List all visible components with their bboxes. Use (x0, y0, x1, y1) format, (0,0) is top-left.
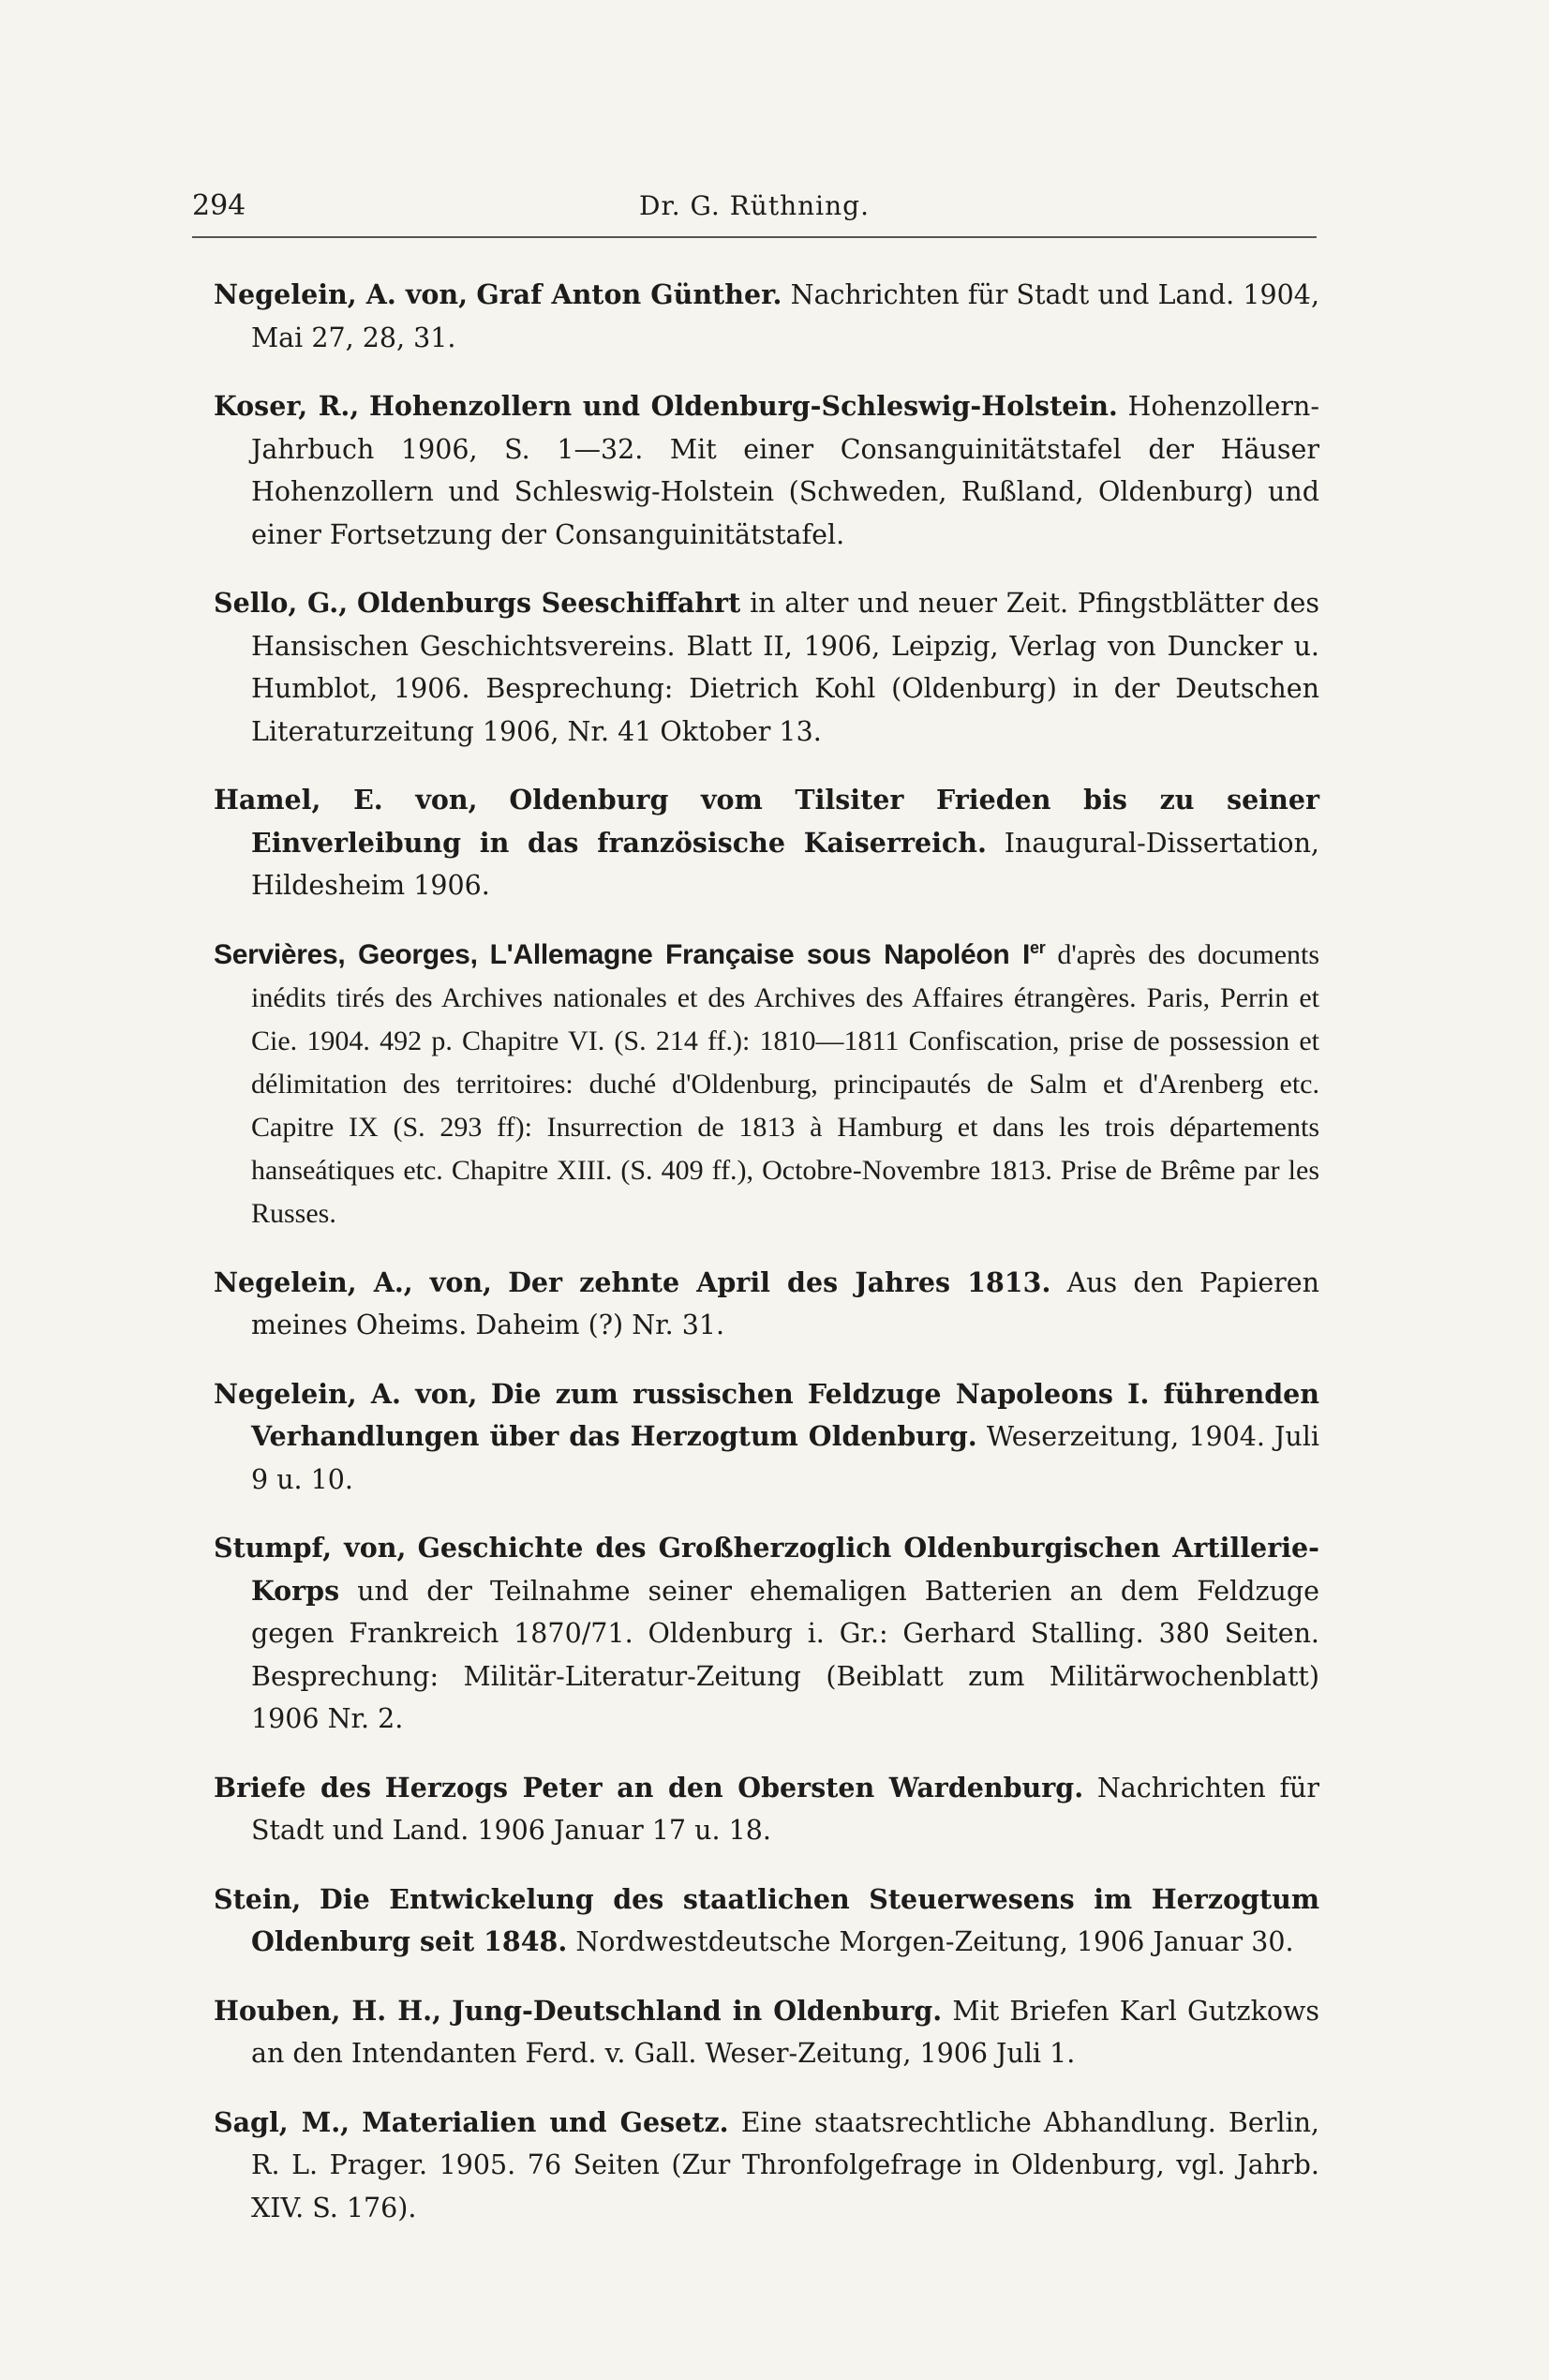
entry-title (490, 939, 1046, 970)
bibliography-entry (214, 1767, 1319, 1852)
bibliography-entry (214, 1373, 1319, 1502)
entry-title: Die Entwickelung des staatlichen Steuerwesens im Herzogtum Oldenburg seit 1848. (251, 1882, 1319, 1957)
entry-details: Eine staatsrechtliche Abhandlung. Berlin, R. L. Prager. 1905. 76 Seiten (Zur Thronfolgefrage in Oldenburg, vgl. Jahrb. XIV. S. 176). (251, 2106, 1319, 2223)
bibliography-entry (214, 274, 1319, 359)
running-head: Dr. G. Rüthning. (639, 190, 870, 221)
bibliography-entry (214, 1879, 1319, 1964)
entry-details: und der Teilnahme seiner ehemaligen Batterien an dem Feldzuge gegen Frankreich 1870/71. Oldenburg i. Gr.: Gerhard Stalling. 380 Seiten. Besprechung: Militär-Literatur-Zeitung (Beiblatt zum Militärwochenblatt) 1906 Nr. 2. (251, 1575, 1319, 1734)
entry-author: Negelein, A. von, (214, 1377, 478, 1410)
entry-title: Jung-Deutschland in Oldenburg. (452, 1994, 943, 2027)
entry-title: Herzogs Peter an den Obersten Wardenburg. (384, 1771, 1084, 1804)
bibliography-list (214, 274, 1319, 2255)
entry-title-text: L'Allemagne Française sous Napoléon I (489, 938, 1030, 970)
entry-title: Geschichte des Großherzoglich Oldenburgischen Artillerie-Korps (251, 1532, 1319, 1607)
entry-details: Mit Briefen Karl Gutzkows an den Intendanten Ferd. v. Gall. Weser-Zeitung, 1906 Juli 1. (251, 1995, 1320, 2069)
entry-author: Houben, H. H., (214, 1994, 442, 2027)
entry-title: Materialien und Gesetz. (362, 2105, 729, 2138)
entry-author: Briefe des (214, 1771, 372, 1804)
bibliography-entry (214, 779, 1319, 907)
entry-author: Servières, Georges, (214, 938, 478, 970)
entry-details: Nordwestdeutsche Morgen-Zeitung, 1906 Januar 30. (575, 1926, 1294, 1957)
entry-author: Sagl, M., (214, 2105, 350, 2138)
bibliography-entry (214, 2102, 1319, 2230)
entry-details: Nachrichten für Stadt und Land. 1906 Januar 17 u. 18. (251, 1772, 1319, 1846)
bibliography-entry (214, 1262, 1319, 1347)
header-rule (192, 236, 1317, 238)
bibliography-entry (214, 1527, 1319, 1741)
entry-details: Inaugural-Dissertation, Hildesheim 1906. (251, 827, 1319, 901)
entry-author: Negelein, A., von, (214, 1265, 492, 1298)
entry-title: Die zum russischen Feldzuge Napoleons I. führenden Verhandlungen über das Herzogtum Oldenburg. (251, 1377, 1319, 1452)
bibliography-entry (214, 934, 1319, 1235)
entry-author: Koser, R., (214, 390, 360, 422)
page-number: 294 (192, 189, 246, 222)
bibliography-entry (214, 582, 1319, 753)
bibliography-entry (214, 1990, 1319, 2075)
entry-author: Negelein, A. von, (214, 278, 469, 310)
entry-author: Hamel, E. von, (214, 784, 478, 816)
entry-details: Nachrichten für Stadt und Land. 1904, Mai 27, 28, 31. (251, 279, 1319, 353)
entry-title: Graf Anton Günther. (476, 278, 782, 310)
entry-details: Hohenzollern-Jahrbuch 1906, S. 1—32. Mit einer Consanguinitätstafel der Häuser Hohenzollern und Schleswig-Holstein (Schweden, Rußland, Oldenburg) und einer Fortsetzung der Consanguinitätstafel. (251, 391, 1319, 550)
bibliography-entry (214, 385, 1319, 556)
entry-author: Stein, (214, 1882, 302, 1915)
entry-details: Aus den Papieren meines Oheims. Daheim (?) Nr. 31. (251, 1266, 1320, 1340)
entry-title-superscript: er (1030, 937, 1046, 957)
entry-details: in alter und neuer Zeit. Pfingstblätter des Hansischen Geschichtsvereins. Blatt II, 1906, Leipzig, Verlag von Duncker u. Humblot, 1906. Besprechung: Dietrich Kohl (Oldenburg) in der Deutschen Literaturzeitung 1906, Nr. 41 Oktober 13. (251, 588, 1320, 747)
entry-title: Oldenburg vom Tilsiter Frieden bis zu seiner Einverleibung in das französische Kaiserreich. (251, 784, 1320, 859)
entry-details: d'après des documents inédits tirés des Archives nationales et des Archives des Affaires étrangères. Paris, Perrin et Cie. 1904. 492 p. Chapitre VI. (S. 214 ff.): 1810—1811 Confiscation, prise de possession et délimitation des territoires: duché d'Oldenburg, principautés de Salm et d'Arenberg etc. Capitre IX (S. 293 ff): Insurrection de 1813 à Hamburg et dans les trois départements hanseátiques etc. Chapitre XIII. (S. 409 ff.), Octobre-Novembre 1813. Prise de Brême par les Russes. (251, 938, 1320, 1229)
entry-title: Hohenzollern und Oldenburg-Schleswig-Holstein. (368, 390, 1118, 422)
entry-details: Weserzeitung, 1904. Juli 9 u. 10. (251, 1421, 1320, 1495)
entry-author: Stumpf, von, (214, 1532, 407, 1564)
entry-title: Der zehnte April des Jahres 1813. (508, 1265, 1051, 1298)
entry-title: Oldenburgs Seeschiffahrt (356, 587, 741, 619)
page-header (192, 187, 1317, 232)
entry-author: Sello, G., (214, 587, 349, 619)
